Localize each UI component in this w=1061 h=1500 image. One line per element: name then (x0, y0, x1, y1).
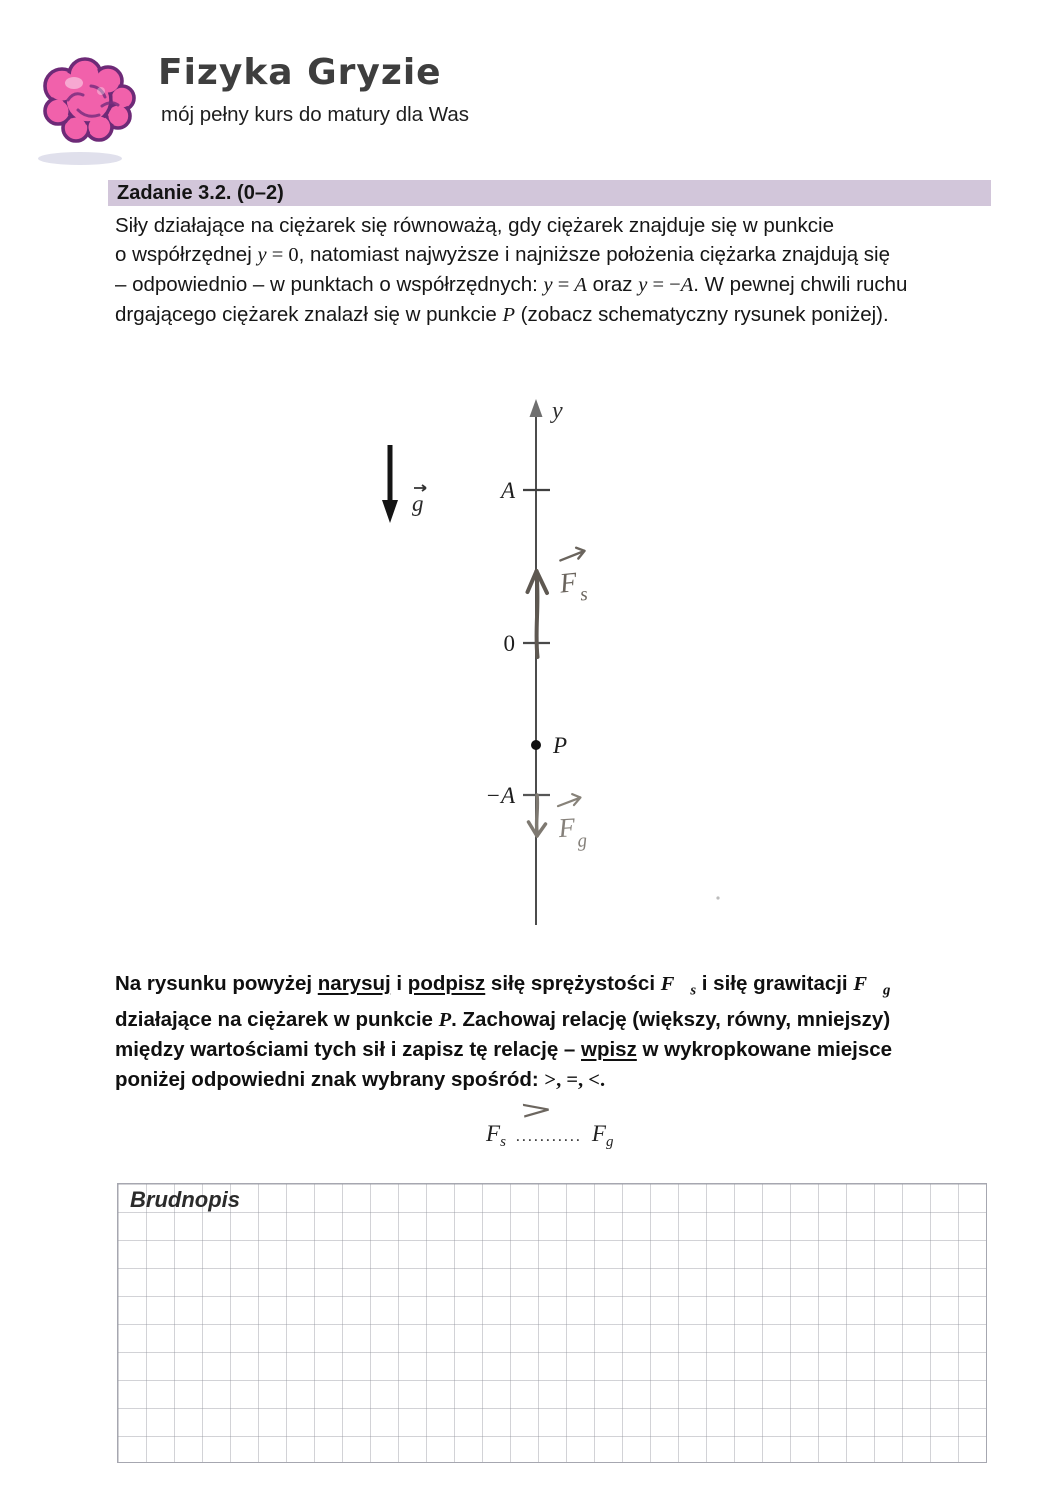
gravity-force-label (555, 793, 587, 853)
gravity-vector-arrowhead (382, 500, 398, 523)
scan-speck (716, 896, 719, 899)
scratchpad-label: Brudnopis (130, 1187, 240, 1212)
brain-logo-icon (28, 48, 146, 156)
spring-force-subscript: s (579, 583, 589, 606)
text-segment: – odpowiednio – w punktach o współrzędnych: (115, 273, 544, 296)
text-segment: między wartościami tych sił i zapisz tę relację – (115, 1038, 582, 1062)
text-segment: narysuj (317, 972, 391, 995)
spring-force-letter: F (558, 566, 579, 600)
task-header-title: Zadanie 3.2. (0–2) (117, 182, 284, 204)
text-segment: = − (647, 274, 681, 296)
spring-force-label-vector-arrow-icon (559, 547, 585, 561)
fg-symbol: F (591, 1121, 606, 1146)
scratchpad-grid-box (117, 1183, 987, 1463)
text-segment: drgającego ciężarek znalazł się w punkcie (115, 303, 503, 326)
logo-shadow (38, 152, 122, 165)
gravity-force-letter: F (557, 812, 577, 844)
text-segment: = (552, 274, 575, 296)
text-segment: w wykropkowane miejsce (636, 1038, 893, 1062)
text-segment: wpisz (581, 1038, 637, 1062)
oscillation-axis-figure (330, 395, 760, 960)
point-p-label: P (553, 733, 568, 758)
brand-tagline: mój pełny kurs do matury dla Was (161, 103, 469, 126)
text-segment: P (438, 1009, 452, 1032)
dotted-line: ........... (515, 1128, 582, 1145)
task-instruction-paragraph (115, 969, 1015, 1095)
fs-subscript: s (500, 1134, 506, 1150)
spring-force-label (555, 547, 590, 608)
text-segment: . W pewnej chwili ruchu (693, 273, 908, 296)
text-segment: A (680, 274, 694, 296)
gravity-force-label-vector-arrow-icon (557, 794, 581, 807)
dotted-blank (515, 1094, 582, 1147)
text-segment: y (543, 274, 553, 296)
text-segment: działające na ciężarek w punkcie (115, 1008, 439, 1032)
point-p-dot (531, 740, 541, 750)
text-segment: Siły działające na ciężarek się równoważą, gdy ciężarek znajduje się w punkcie (115, 214, 835, 237)
handwritten-greater-sign: > (517, 1094, 555, 1126)
tick-minus-a-label: −A (485, 783, 515, 808)
text-segment: o współrzędnej (115, 243, 258, 266)
text-segment: podpisz (407, 972, 486, 995)
text-segment: oraz (586, 273, 639, 296)
text-segment: P (502, 304, 515, 326)
text-segment: g (882, 982, 891, 999)
text-segment: i siłę grawitacji (696, 972, 854, 995)
fg-subscript: g (605, 1134, 614, 1150)
text-segment: F⃗ (853, 973, 883, 995)
gravity-vector-label: g (412, 491, 424, 516)
tick-zero-label: 0 (503, 631, 515, 656)
text-segment: i (390, 972, 408, 995)
text-segment: Na rysunku powyżej (115, 972, 318, 995)
y-axis-label: y (552, 398, 563, 424)
brand-title: Fizyka Gryzie (158, 52, 442, 93)
y-axis-arrowhead (530, 399, 543, 417)
text-segment: y (257, 244, 267, 266)
text-segment: F⃗ (660, 973, 691, 995)
relation-answer-line (486, 1094, 614, 1150)
text-segment: >, =, <. (544, 1069, 606, 1092)
text-segment: s (690, 982, 697, 999)
task-header-bar (108, 180, 991, 206)
text-segment: y (638, 274, 648, 296)
fs-symbol: F (486, 1121, 501, 1146)
text-segment: = 0 (266, 244, 299, 266)
text-segment: A (574, 274, 587, 296)
gravity-force-hand-arrow (529, 795, 546, 836)
text-segment: , natomiast najwyższe i najniższe położenia ciężarka znajdują się (298, 243, 891, 266)
tick-plus-a-label: A (500, 478, 515, 503)
text-segment: poniżej odpowiedni znak wybrany spośród: (115, 1068, 545, 1092)
gravity-force-subscript: g (576, 830, 588, 852)
text-segment: siłę sprężystości (485, 972, 661, 995)
text-segment: (zobacz schematyczny rysunek poniżej). (514, 303, 889, 326)
text-segment: . Zachowaj relację (większy, równy, mniejszy) (451, 1008, 891, 1032)
task-intro-paragraph (115, 211, 1015, 330)
